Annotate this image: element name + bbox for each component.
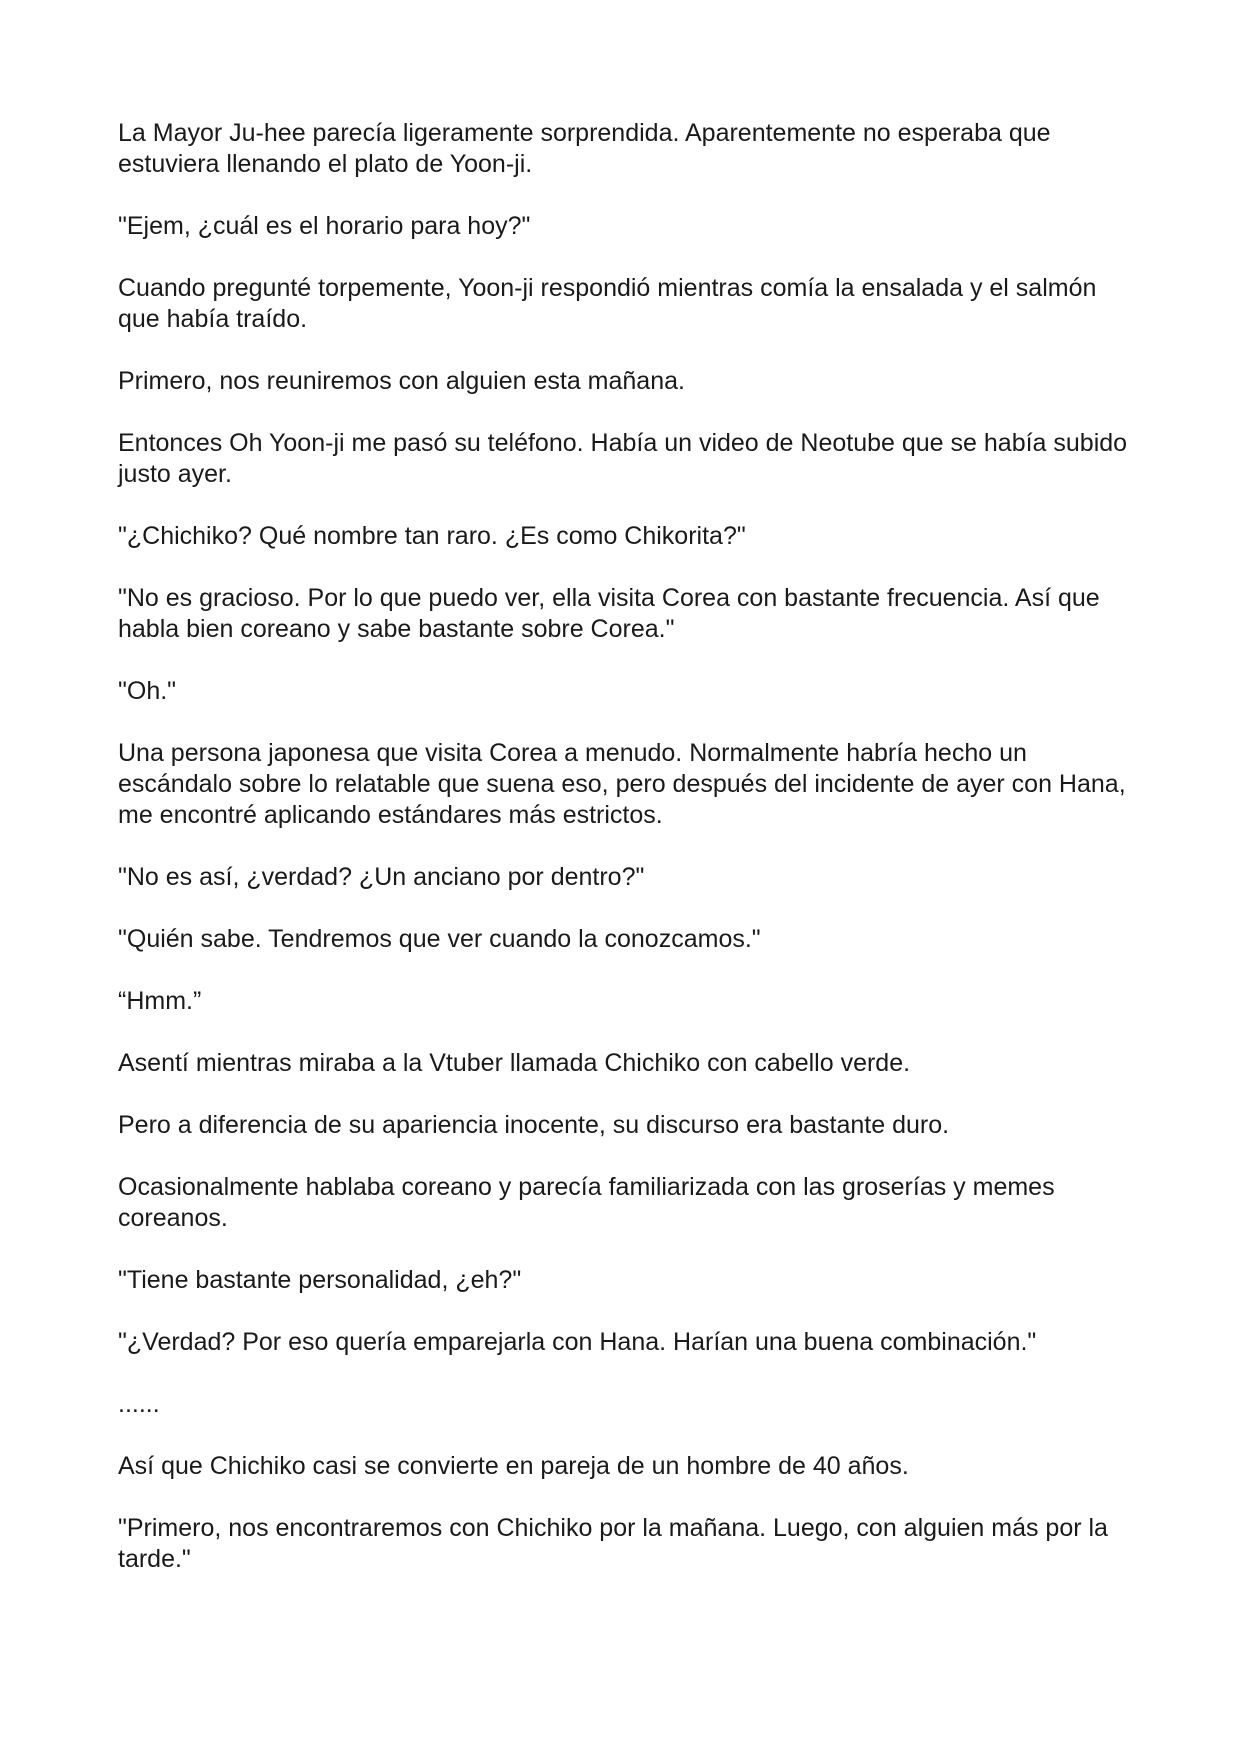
paragraph-15: Ocasionalmente hablaba coreano y parecía familiarizada con las groserías y memes coreanos. bbox=[118, 1173, 1055, 1232]
document-body bbox=[118, 118, 1128, 1606]
paragraph-11: "Quién sabe. Tendremos que ver cuando la conozcamos." bbox=[118, 925, 761, 953]
paragraph-17: "¿Verdad? Por eso quería emparejarla con Hana. Harían una buena combinación." bbox=[118, 1328, 1037, 1356]
paragraph-6: "¿Chichiko? Qué nombre tan raro. ¿Es como Chikorita?" bbox=[118, 522, 746, 550]
paragraph-16: "Tiene bastante personalidad, ¿eh?" bbox=[118, 1266, 522, 1294]
paragraph-2: "Ejem, ¿cuál es el horario para hoy?" bbox=[118, 212, 531, 240]
paragraph-13: Asentí mientras miraba a la Vtuber llamada Chichiko con cabello verde. bbox=[118, 1049, 911, 1077]
paragraph-12: “Hmm.” bbox=[118, 987, 202, 1015]
paragraph-18: ...... bbox=[118, 1390, 160, 1418]
paragraph-10: "No es así, ¿verdad? ¿Un anciano por dentro?" bbox=[118, 863, 645, 891]
paragraph-1: La Mayor Ju-hee parecía ligeramente sorprendida. Aparentemente no esperaba que estuviera llenando el plato de Yoon-ji. bbox=[118, 119, 1051, 178]
paragraph-8: "Oh." bbox=[118, 677, 177, 705]
paragraph-19: Así que Chichiko casi se convierte en pareja de un hombre de 40 años. bbox=[118, 1452, 909, 1480]
paragraph-14: Pero a diferencia de su apariencia inocente, su discurso era bastante duro. bbox=[118, 1111, 950, 1139]
paragraph-4: Primero, nos reuniremos con alguien esta mañana. bbox=[118, 367, 685, 395]
paragraph-9: Una persona japonesa que visita Corea a menudo. Normalmente habría hecho un escándalo sobre lo relatable que suena eso, pero después del incidente de ayer con Hana, me encontré aplicando estándares más estrictos. bbox=[118, 739, 1126, 829]
paragraph-7: "No es gracioso. Por lo que puedo ver, ella visita Corea con bastante frecuencia. Así que habla bien coreano y sabe bastante sobre Corea." bbox=[118, 584, 1100, 643]
paragraph-3: Cuando pregunté torpemente, Yoon-ji respondió mientras comía la ensalada y el salmón que había traído. bbox=[118, 274, 1097, 333]
paragraph-5: Entonces Oh Yoon-ji me pasó su teléfono. Había un video de Neotube que se había subido justo ayer. bbox=[118, 429, 1128, 488]
paragraph-20: "Primero, nos encontraremos con Chichiko por la mañana. Luego, con alguien más por la tarde." bbox=[118, 1514, 1108, 1573]
